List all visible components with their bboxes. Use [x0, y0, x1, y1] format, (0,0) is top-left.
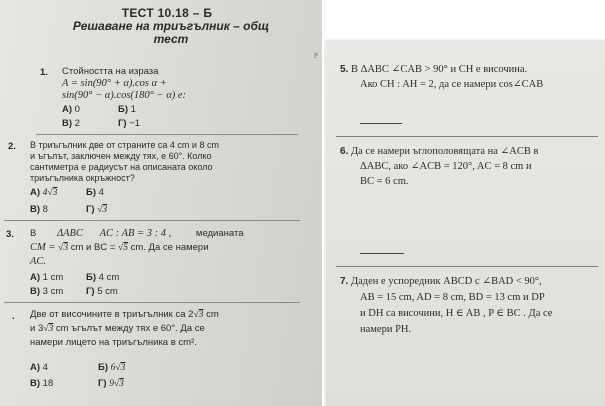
question-text: медианата: [195, 228, 244, 239]
divider: [4, 220, 300, 221]
answer-option[interactable]: Б) 6√3: [98, 362, 126, 373]
question-text: cm ъгълът между тях е 60°. Да се: [55, 323, 205, 334]
question-text-line: Даден е успоредник ABCD с ∠BAD < 90°,: [350, 276, 542, 287]
answer-option[interactable]: В) 3 cm: [30, 286, 64, 297]
test-title: ТЕСТ 10.18 – Б: [121, 6, 213, 20]
question-text-line: sin(90° − α).cos(180° − α) е:: [62, 90, 186, 101]
answer-option[interactable]: Б) 4: [86, 187, 104, 198]
question-text-line: В ΔABC ∠CAB > 90° и CH е височина.: [350, 64, 528, 75]
question-text: cm: [206, 309, 219, 320]
question-text-line: Да се намери ъглополовящата на ∠ACB в: [350, 146, 539, 157]
question-text: В: [30, 228, 37, 239]
answer-option[interactable]: Г) −1: [118, 118, 141, 129]
answer-option[interactable]: В) 18: [30, 378, 54, 389]
answer-option[interactable]: В) 8: [30, 204, 48, 215]
left-page: ТЕСТ 10.18 – Б Решаване на триъгълник – общ тест 1. Стойността на израза A = sin(90° + α).cos α + sin(90° − α).cos(180° − α) е: А) 0 Б) 1 В) 2 Г) −1 2. В триъгълник две от страните са 4 cm и 8 cm и ъгълът, заключен между тях, е 60°. Колко сантиметра е радиусът на описаната около триъгълника окръжност? А) 4√3 Б) 4 В) 8 Г) √3 3. В ΔABC AC : AB = 3 : 4 , медианата CM = √3 cm и BC = √5 cm. Да се намери AC. А) 1 cm Б) 4 cm В) 3 cm Г) 5 cm . Две от височините в триъгълник са 2√3 cm и 3√3 cm ъгълът между тях е 60°. Да се намери лицето на триъгълника в cm². А) 4 Б) 6√3 В) 18 Г) 9√3 Р: [0, 0, 322, 406]
question-text-line: сантиметра е радиусът на описаната около: [30, 162, 213, 172]
question-text: и 3: [30, 323, 44, 334]
answer-option[interactable]: А) 0: [62, 104, 80, 115]
question-text-line: Стойността на израза: [62, 66, 159, 77]
page-edge-mark: Р: [314, 52, 318, 60]
question-text: cm и BC =: [70, 242, 116, 253]
answer-option[interactable]: Б) 4 cm: [86, 272, 120, 283]
question-math: AC : AB = 3 : 4 ,: [99, 228, 172, 239]
question-text-line: AC.: [30, 256, 47, 267]
answer-option[interactable]: А) 1 cm: [30, 272, 64, 283]
question-number: 3.: [6, 229, 14, 240]
question-text-line: AB = 15 cm, AD = 8 cm, BD = 13 cm и DP: [360, 292, 545, 303]
answer-option[interactable]: В) 2: [62, 118, 80, 129]
answer-option[interactable]: Г) √3: [86, 204, 108, 215]
answer-line[interactable]: [360, 123, 402, 124]
divider: [4, 302, 300, 303]
question-text: cm. Да се намери: [130, 242, 209, 253]
divider: [336, 136, 598, 137]
answer-option[interactable]: Г) 9√3: [98, 378, 124, 389]
answer-option[interactable]: Г) 5 cm: [86, 286, 118, 297]
answer-option[interactable]: А) 4√3: [30, 187, 58, 198]
question-text-line: ΔABC, ако ∠ACB = 120°, AC = 8 cm и: [360, 161, 532, 172]
question-text-line: триъгълника окръжност?: [30, 173, 135, 183]
question-text-line: BC = 6 cm.: [360, 176, 409, 187]
right-page: [326, 40, 605, 406]
question-math: CM =: [30, 242, 56, 253]
answer-line[interactable]: [360, 253, 404, 254]
test-subtitle: [46, 20, 296, 46]
question-text-line: и DH са височини, H ∈ AB , P ∈ BC . Да се: [360, 308, 553, 319]
divider: [336, 266, 598, 267]
question-number: 1.: [40, 67, 48, 78]
question-text-line: и ъгълът, заключен между тях, е 60°. Колко: [30, 151, 212, 161]
question-number: .: [12, 311, 15, 322]
question-number: 5.: [340, 64, 349, 75]
question-text-line: A = sin(90° + α).cos α +: [62, 78, 167, 89]
question-math: 3: [48, 324, 54, 334]
subtitle-line-1: Решаване на триъгълник – общ: [72, 19, 270, 33]
question-math: 3: [63, 243, 69, 253]
question-text-line: намери лицето на триъгълника в cm².: [30, 337, 197, 348]
question-text-line: намери PH.: [360, 324, 412, 335]
question-math: 5: [123, 243, 128, 253]
answer-option[interactable]: Б) 1: [118, 104, 136, 115]
question-number: 2.: [8, 141, 16, 152]
answer-option[interactable]: А) 4: [30, 362, 48, 373]
question-number: 7.: [340, 276, 349, 287]
subtitle-line-2: тест: [153, 32, 189, 46]
divider: [36, 134, 298, 135]
question-number: 6.: [340, 146, 349, 157]
question-text: Две от височините в триъгълник са 2: [30, 309, 194, 320]
question-math: ΔABC: [56, 228, 83, 239]
question-text-line: В триъгълник две от страните са 4 cm и 8 cm: [30, 140, 219, 150]
question-text-line: Ако CH : AH = 2, да се намери cos∠CAB: [360, 79, 544, 90]
question-math: 3: [198, 310, 204, 320]
